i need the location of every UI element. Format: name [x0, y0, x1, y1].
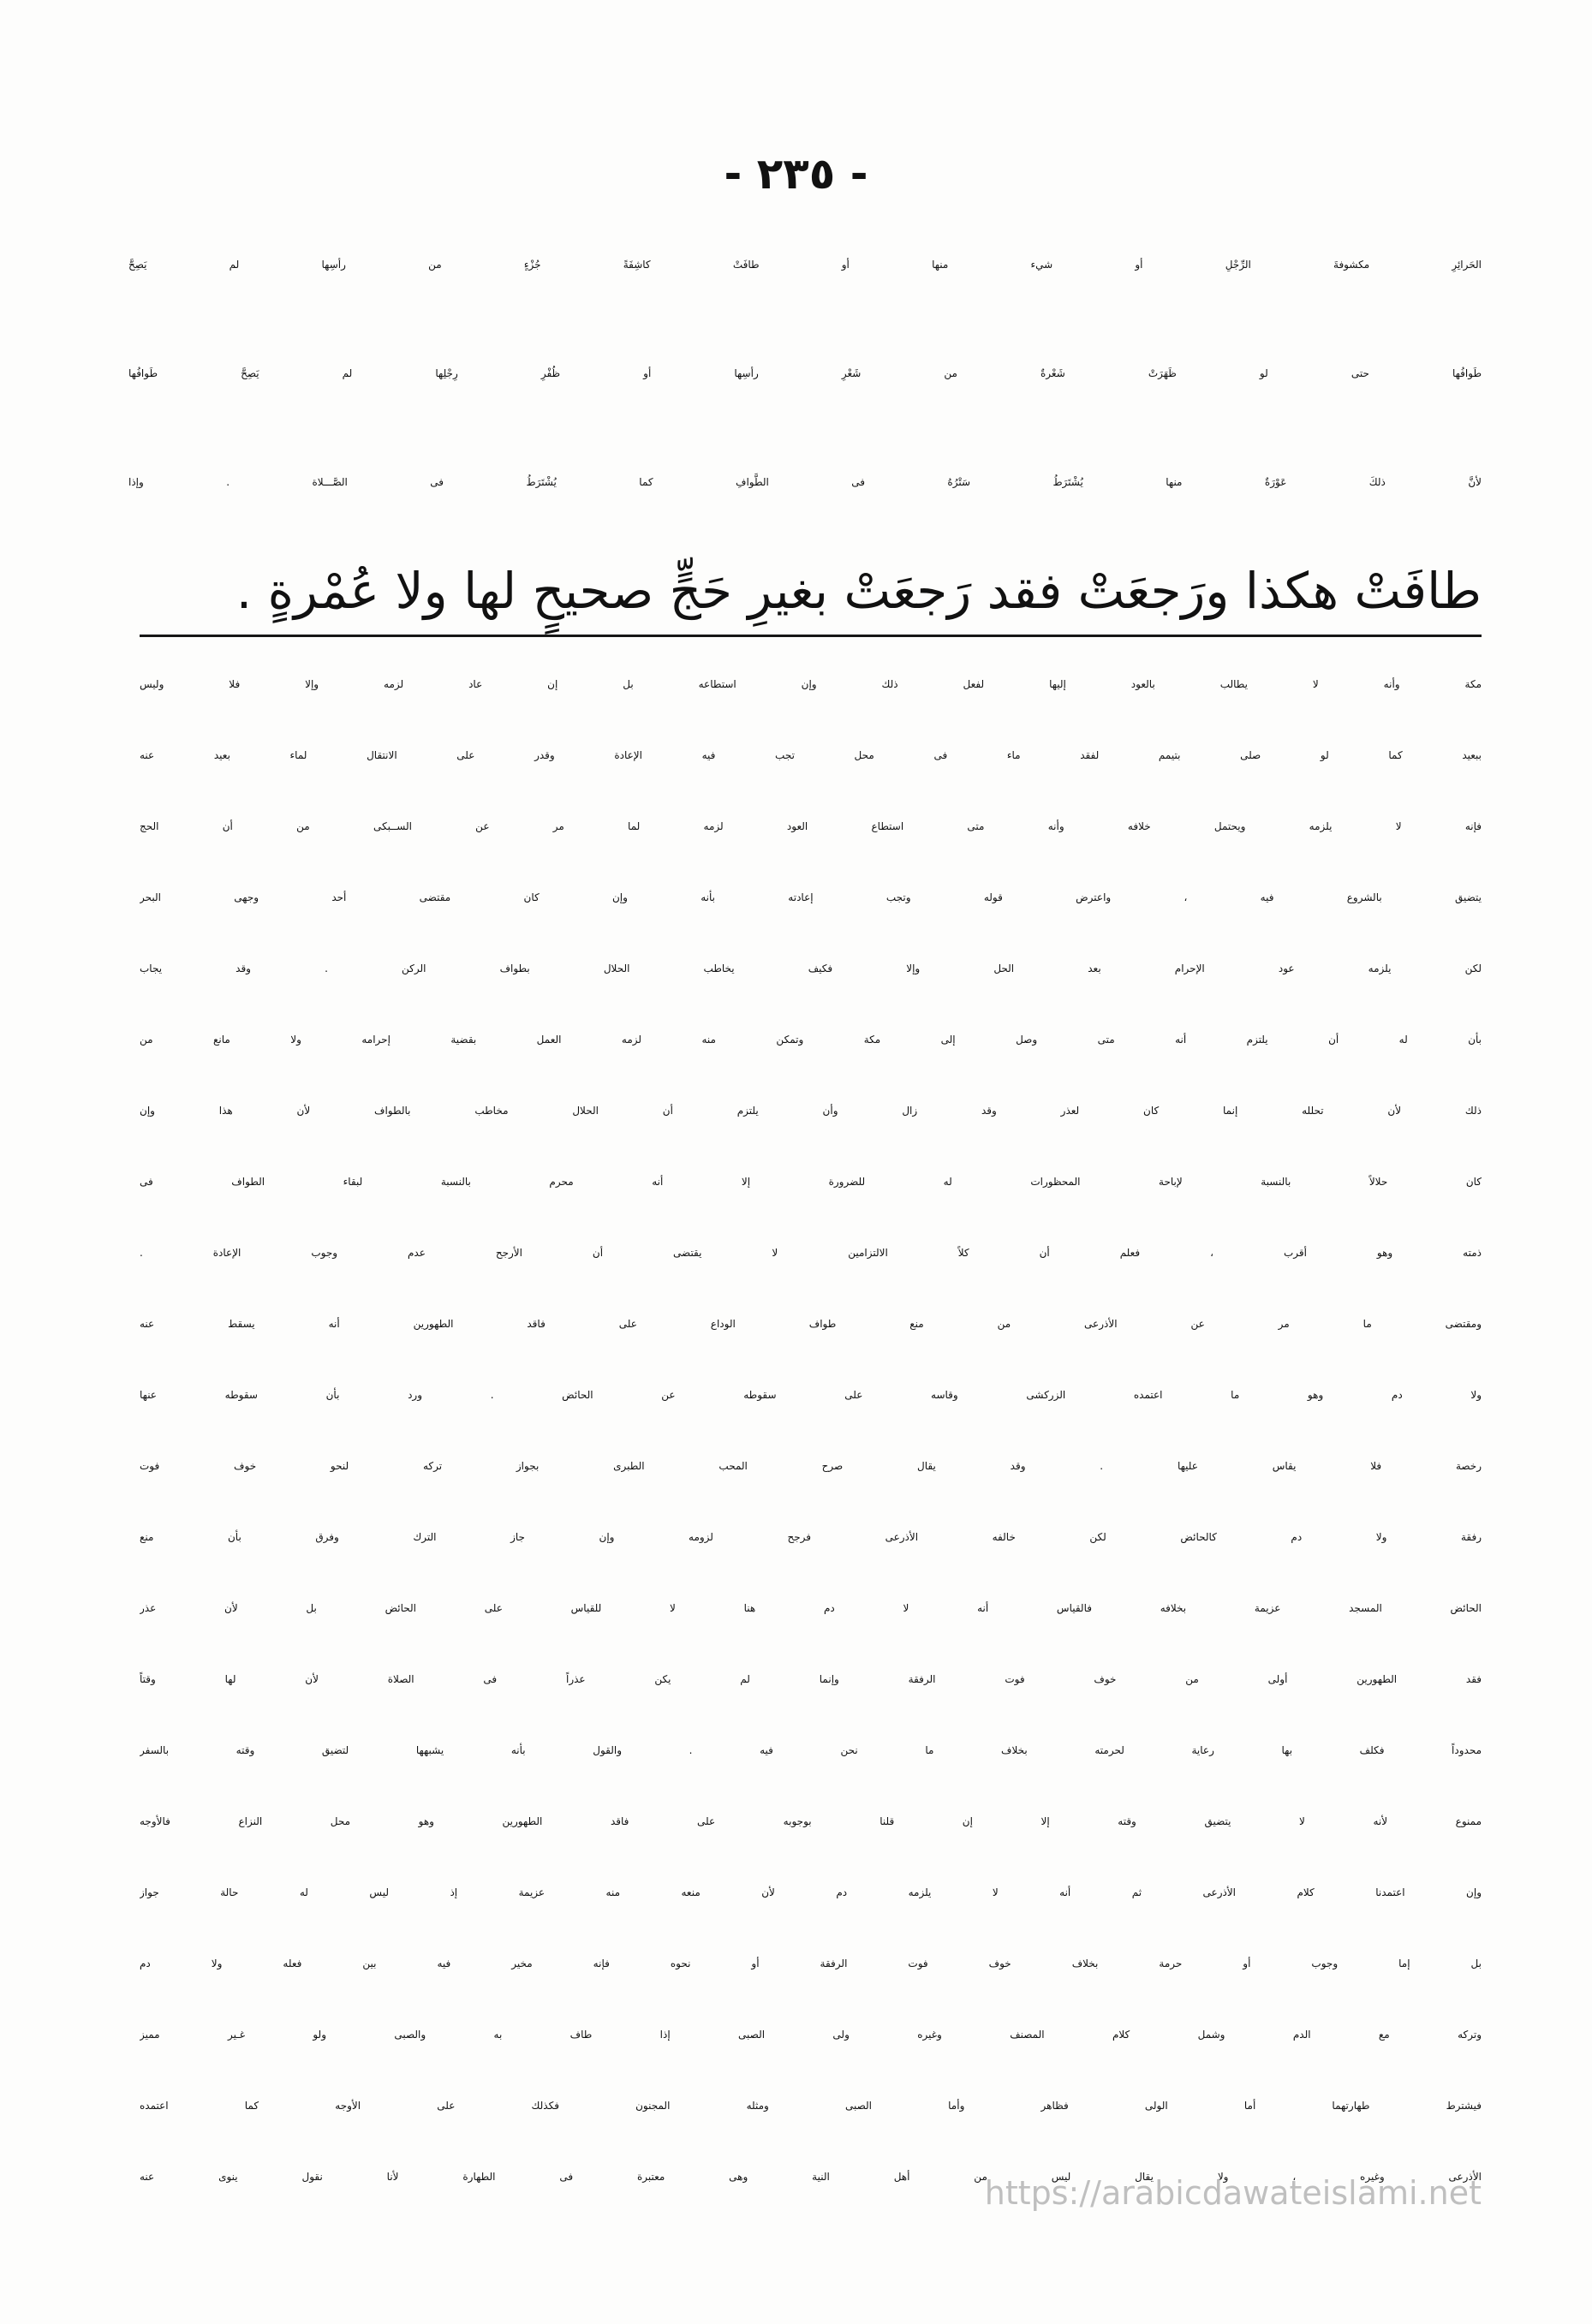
commentary-line-content: ذلك لأن تحلله إنما كان لعذر وقد زال وأن يلتزم أن الحلال مخاطب بالطواف لأن هذا وإن	[140, 1105, 1482, 1117]
footnote-divider	[140, 635, 1482, 637]
commentary-line	[140, 1147, 1482, 1218]
commentary-line	[140, 791, 1482, 862]
main-text-line-content: طافَتْ هكذا ورَجعَتْ فقد رَجعَتْ بغيرِ حَجٍّ صحيحٍ لها ولا عُمْرةٍ .	[236, 562, 1482, 620]
main-text-line	[128, 537, 1482, 646]
commentary-line-content: فقد الطهورين أولى من خوف فوت الرفقة وإنما لم يكن عذراً فى الصلاة لأن لها وقتاً	[140, 1673, 1482, 1685]
commentary-line-content: بأن له أن يلتزم أنه متى وصل إلى مكة وتمكن منه لزمه العمل بقضية إحرامه ولا مانع من	[140, 1034, 1482, 1046]
commentary-line	[140, 1004, 1482, 1076]
commentary-line	[140, 1928, 1482, 1999]
commentary-line	[140, 1644, 1482, 1715]
commentary-line-content: محدوداً فكلف بها رعاية لحرمته بخلاف ما نحن فيه . والقول بأنه يشبهها لتضيق وقته بالسفر	[140, 1744, 1482, 1756]
commentary-line-content: وتركه مع الدم وشمل كلام المصنف وغيره ولى الصبى إذا طاف به والصبى ولو غـير مميز	[140, 2029, 1482, 2041]
commentary-line	[140, 1715, 1482, 1786]
commentary-line-content: فإنه لا يلزمه ويحتمل خلافه وأنه متى استطاع العود لزمه لما مر عن الســبكى من أن الحج	[140, 820, 1482, 832]
commentary-line-content: رخصة فلا يقاس عليها . وقد يقال صرح المحب الطبرى بجواز تركه لنحو خوف فوت	[140, 1460, 1482, 1472]
main-text-line-content: طَوافُها حتى لو ظَهَرَتْ شَعْرةٌ من شَعْرِ رأسِها أو ظُفْرِ رِجْلِها لم يَصِحَّ طَوافُها	[128, 367, 1482, 379]
commentary-line	[140, 1573, 1482, 1644]
commentary-line	[140, 1076, 1482, 1147]
commentary-line	[140, 933, 1482, 1004]
commentary-line-content: بل إما وجوب أو حرمة بخلاف خوف فوت الرفقة أو نحوه فإنه مخير فيه بين فعله ولا دم	[140, 1958, 1482, 1969]
commentary-line	[140, 1502, 1482, 1573]
main-text	[128, 211, 1482, 646]
commentary-line	[140, 2071, 1482, 2142]
main-text-line	[128, 319, 1482, 428]
commentary-line	[140, 1360, 1482, 1431]
commentary-line-content: ممنوع لأنه لا يتضيق وقته إلا إن قلنا بوجوبه على فاقد الطهورين وهو محل النزاع فالأوجه	[140, 1815, 1482, 1827]
commentary-line-content: وإن اعتمدنا كلام الأذرعى ثم أنه لا يلزمه دم لأن منعه منه عزيمة إذ ليس له حالة جواز	[140, 1886, 1482, 1898]
main-text-line-content: لأنَّ ذلكَ عَوْرَةٌ منها يُشْتَرَطُ سَتْرُهُ فى الطَّوافِ كما يُشْتَرَطُ فى الصَّـــلاة . وإذا	[128, 476, 1482, 488]
commentary-line	[140, 1857, 1482, 1928]
commentary-line-content: الأذرعى وغيره ، ولا يقال ليس من أهل النية وهى معتبرة فى الطهارة لأنا نقول ينوى عنه	[140, 2171, 1482, 2183]
commentary-line	[140, 1289, 1482, 1360]
watermark-url: https://arabicdawateislami.net	[984, 2174, 1482, 2212]
main-text-line-content: الحَرائِرِ مكشوفةَ الرِّجْلِ أو شيء منها أو طافَتْ كاشِفَةً جُزْءٍ من رأسِها لم يَصِحَّ	[128, 259, 1482, 271]
commentary-line-content: رفقة ولا دم كالحائض لكن خالفه الأذرعى فرجح لزومه وإن جاز الترك وفرق بأن منع	[140, 1531, 1482, 1543]
commentary-line-content: فيشترط طهارتهما أما الولى فظاهر وأما الصبى ومثله المجنون فكذلك على الأوجه كما اعتمده	[140, 2100, 1482, 2112]
commentary-line	[140, 649, 1482, 720]
commentary-line-content: ولا دم وهو ما اعتمده الزركشى وقاسه على سقوطه عن الحائض . ورد بأن سقوطه عنها	[140, 1389, 1482, 1401]
commentary-line-content: ومقتضى ما مر عن الأذرعى من منع طواف الوداع على فاقد الطهورين أنه يسقط عنه	[140, 1318, 1482, 1330]
commentary-line	[140, 862, 1482, 933]
commentary-line-content: ذمته وهو أقرب ، فعلم أن كلاً الالتزامين لا يقتضى أن الأرجح عدم وجوب الإعادة .	[140, 1247, 1482, 1259]
commentary-line	[140, 1786, 1482, 1857]
main-text-line	[128, 211, 1482, 319]
commentary-line-content: يتضيق بالشروع فيه ، واعترض قوله وتجب إعادته بأنه وإن كان مقتضى أحد وجهى البحر	[140, 891, 1482, 903]
commentary-line-content: ببعيد كما لو صلى بتيمم لفقد ماء فى محل تجب فيه الإعادة وقدر على الانتقال لماء بعيد عنه	[140, 749, 1482, 761]
commentary-line	[140, 1431, 1482, 1502]
commentary-line	[140, 720, 1482, 791]
main-text-line	[128, 428, 1482, 537]
commentary-line-content: لكن يلزمه عود الإحرام بعد الحل وإلا فكيف يخاطب الحلال بطواف الركن . وقد يجاب	[140, 962, 1482, 974]
commentary-line-content: الحائض المسجد عزيمة بخلافه فالقياس أنه لا دم هنا لا للقياس على الحائض بل لأن عذر	[140, 1602, 1482, 1614]
page-number: - ٢٣٥ -	[724, 149, 868, 199]
commentary-line-content: كان حلالاً بالنسبة لإباحة المحظورات له للضرورة إلا أنه محرم بالنسبة لبقاء الطواف فى	[140, 1176, 1482, 1188]
commentary-line	[140, 1999, 1482, 2071]
commentary-text	[140, 649, 1482, 2213]
commentary-line	[140, 1218, 1482, 1289]
commentary-line-content: مكة وأنه لا يطالب بالعود إليها لفعل ذلك وإن استطاعه بل إن عاد لزمه وإلا فلا وليس	[140, 678, 1482, 690]
